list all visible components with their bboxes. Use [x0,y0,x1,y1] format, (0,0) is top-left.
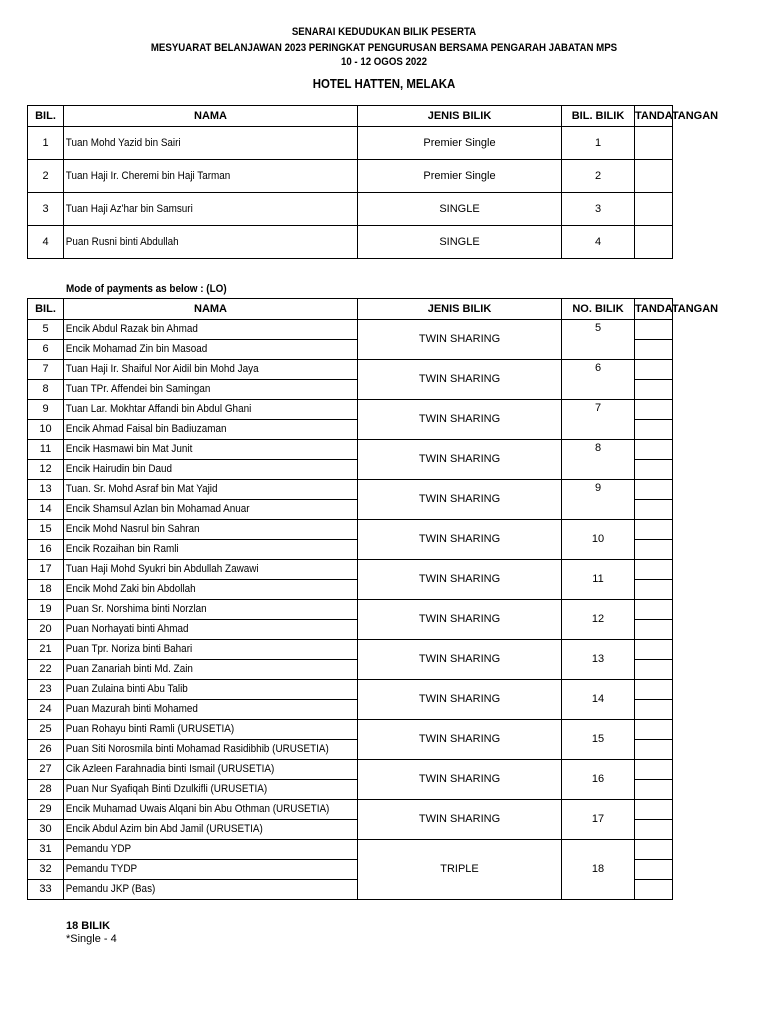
name-cell-text: Tuan TPr. Affendei bin Samingan [65,383,211,395]
meeting-title: MESYUARAT BELANJAWAN 2023 PERINGKAT PENGURUSAN BERSAMA PENGARAH JABATAN MPS [150,42,618,54]
name-cell [64,660,358,680]
bil-cell [28,540,64,560]
room-number-cell [562,760,635,800]
name-cell-text: Tuan Lar. Mokhtar Affandi bin Abdul Ghani [65,403,252,415]
room-type-cell-text: TWIN SHARING [418,693,501,705]
signature-cell [635,680,673,700]
signature-cell [635,360,673,380]
bil-cell-text: 3 [42,202,49,215]
room-number-cell-text: 7 [594,402,602,414]
room-number-cell-text: 8 [594,442,602,454]
table-row [28,560,673,580]
signature-cell [635,700,673,720]
name-cell [64,780,358,800]
room-type-cell [358,680,562,720]
room-number-cell-text: 1 [594,136,602,149]
name-cell-text: Encik Shamsul Azlan bin Mohamad Anuar [65,503,250,515]
room-type-cell-text: TWIN SHARING [418,813,501,825]
bil-cell [28,500,64,520]
bil-cell [28,320,64,340]
signature-cell [635,580,673,600]
bil-cell-text: 12 [39,463,52,475]
header-nama: NAMA [64,299,358,320]
bil-cell-text: 11 [39,443,52,455]
bil-cell [28,800,64,820]
room-type-cell [358,840,562,900]
room-type-cell-text: TWIN SHARING [418,733,501,745]
shared-rooms-table [27,298,719,900]
bil-cell-text: 28 [39,783,52,795]
signature-cell [635,400,673,420]
table-header-row [28,299,673,320]
bil-cell-text: 26 [39,743,52,755]
payment-mode-note: Mode of payments as below : (LO) [66,283,227,295]
signature-cell [635,780,673,800]
name-cell [64,520,358,540]
room-number-cell-text: 6 [594,362,602,374]
name-cell [64,560,358,580]
name-cell-text: Pemandu JKP (Bas) [65,883,156,895]
name-cell [64,840,358,860]
name-cell [64,540,358,560]
room-type-cell [358,480,562,520]
name-cell-text: Tuan Haji Ir. Shaiful Nor Aidil bin Mohd Jaya [65,363,259,375]
name-cell-text: Puan Tpr. Noriza binti Bahari [65,643,193,655]
bil-cell [28,580,64,600]
name-cell [64,127,358,160]
room-number-cell-text: 5 [594,322,602,334]
table-row [28,600,673,620]
signature-cell [635,193,673,226]
room-number-cell-text: 4 [594,235,602,248]
signature-cell [635,540,673,560]
table-row [28,640,673,660]
bil-cell-text: 19 [39,603,52,615]
room-type-cell [358,440,562,480]
name-cell [64,820,358,840]
name-cell-text: Puan Zulaina binti Abu Talib [65,683,188,695]
table-row [28,193,673,226]
room-number-cell-text: 17 [591,813,605,825]
room-number-cell-text: 13 [591,653,605,665]
bil-cell-text: 9 [42,403,49,415]
name-cell [64,460,358,480]
bil-cell-text: 16 [39,543,52,555]
signature-cell [635,460,673,480]
header-tandatangan: TANDATANGAN [635,106,673,127]
bil-cell [28,700,64,720]
bil-cell [28,660,64,680]
room-type-cell [358,193,562,226]
room-number-cell [562,680,635,720]
bil-cell [28,620,64,640]
name-cell [64,380,358,400]
room-number-cell-text: 3 [594,202,602,215]
room-number-cell-text: 9 [594,482,602,494]
name-cell-text: Encik Ahmad Faisal bin Badiuzaman [65,423,227,435]
room-number-cell-text: 10 [591,533,605,545]
name-cell-text: Puan Nur Syafiqah Binti Dzulkifli (URUSETIA) [65,783,268,795]
bil-cell [28,360,64,380]
name-cell-text: Tuan Haji Az'har bin Samsuri [65,202,193,215]
room-number-cell-text: 12 [591,613,605,625]
bil-cell [28,160,64,193]
bil-cell [28,420,64,440]
name-cell-text: Cik Azleen Farahnadia binti Ismail (URUSETIA) [65,763,275,775]
header-nama: NAMA [64,106,358,127]
name-cell-text: Encik Mohd Zaki bin Abdollah [65,583,196,595]
name-cell-text: Encik Mohamad Zin bin Masoad [65,343,208,355]
bil-cell [28,340,64,360]
table-row [28,840,673,860]
bil-cell [28,400,64,420]
table-row [28,680,673,700]
header-bil: BIL. [28,299,64,320]
room-type-cell [358,560,562,600]
table-row [28,400,673,420]
room-type-cell [358,160,562,193]
name-cell-text: Tuan Haji Ir. Cheremi bin Haji Tarman [65,169,231,182]
bil-cell-text: 8 [42,383,49,395]
header-bil: BIL. [28,106,64,127]
bil-cell [28,520,64,540]
name-cell [64,440,358,460]
name-cell [64,600,358,620]
room-number-cell [562,520,635,560]
name-cell-text: Encik Muhamad Uwais Alqani bin Abu Othman (URUSETIA) [65,803,330,815]
bil-cell [28,127,64,160]
bil-cell-text: 29 [39,803,52,815]
signature-cell [635,620,673,640]
bil-cell [28,680,64,700]
name-cell-text: Puan Zanariah binti Md. Zain [65,663,193,675]
signature-cell [635,320,673,340]
bil-cell-text: 32 [39,863,52,875]
name-cell-text: Tuan Mohd Yazid bin Sairi [65,136,181,149]
name-cell-text: Encik Abdul Azim bin Abd Jamil (URUSETIA) [65,823,263,835]
name-cell [64,320,358,340]
room-number-cell-text: 16 [591,773,605,785]
header-bil-bilik: BIL. BILIK [562,106,635,127]
room-type-cell-text: SINGLE [439,202,480,215]
table-row [28,520,673,540]
signature-cell [635,440,673,460]
total-rooms: 18 BILIK [66,920,111,932]
bil-cell [28,720,64,740]
room-number-cell [562,600,635,640]
room-type-cell [358,600,562,640]
table-row [28,440,673,460]
name-cell [64,640,358,660]
room-number-cell [562,400,635,440]
table-row [28,226,673,259]
room-number-cell [562,440,635,480]
name-cell-text: Puan Norhayati binti Ahmad [65,623,189,635]
name-cell-text: Puan Sr. Norshima binti Norzlan [65,603,207,615]
room-type-cell [358,127,562,160]
name-cell-text: Tuan Haji Mohd Syukri bin Abdullah Zawawi [65,563,259,575]
bil-cell [28,740,64,760]
room-type-cell-text: TWIN SHARING [418,653,501,665]
name-cell-text: Puan Siti Norosmila binti Mohamad Rasidibhib (URUSETIA) [65,743,329,755]
bil-cell-text: 31 [39,843,52,855]
table-row [28,127,673,160]
signature-cell [635,760,673,780]
bil-cell-text: 25 [39,723,52,735]
room-type-cell [358,800,562,840]
name-cell [64,480,358,500]
single-rooms-table [27,105,719,259]
bil-cell-text: 6 [42,343,49,355]
room-type-cell-text: TWIN SHARING [418,373,501,385]
signature-cell [635,840,673,860]
signature-cell [635,420,673,440]
room-type-cell-text: TWIN SHARING [418,453,501,465]
bil-cell-text: 20 [39,623,52,635]
bil-cell [28,880,64,900]
room-type-cell-text: TWIN SHARING [418,773,501,785]
name-cell-text: Puan Rohayu binti Ramli (URUSETIA) [65,723,235,735]
name-cell [64,800,358,820]
signature-cell [635,560,673,580]
bil-cell [28,600,64,620]
room-type-cell-text: TWIN SHARING [418,413,501,425]
room-type-cell-text: Premier Single [423,136,496,149]
bil-cell-text: 30 [39,823,52,835]
header-jenis-bilik: JENIS BILIK [358,106,562,127]
bil-cell [28,840,64,860]
room-number-cell-text: 2 [594,169,602,182]
bil-cell-text: 15 [39,523,52,535]
bil-cell-text: 18 [39,583,52,595]
bil-cell [28,480,64,500]
name-cell-text: Pemandu TYDP [65,863,138,875]
room-type-cell [358,760,562,800]
bil-cell-text: 24 [39,703,52,715]
room-number-cell-text: 18 [591,863,605,875]
signature-cell [635,160,673,193]
room-type-cell-text: TWIN SHARING [418,573,501,585]
name-cell-text: Puan Rusni binti Abdullah [65,235,179,248]
header-no-bilik: NO. BILIK [562,299,635,320]
room-type-cell-text: TRIPLE [440,863,479,875]
signature-cell [635,720,673,740]
room-number-cell [562,360,635,400]
signature-cell [635,880,673,900]
signature-cell [635,500,673,520]
room-type-cell [358,640,562,680]
bil-cell-text: 4 [42,235,49,248]
room-number-cell-text: 15 [591,733,605,745]
room-number-cell [562,840,635,900]
bil-cell-text: 23 [39,683,52,695]
signature-cell [635,640,673,660]
room-type-cell [358,226,562,259]
name-cell-text: Encik Abdul Razak bin Ahmad [65,323,198,335]
room-type-cell [358,320,562,360]
table-row [28,160,673,193]
bil-cell-text: 17 [39,563,52,575]
room-number-cell [562,193,635,226]
name-cell [64,740,358,760]
venue-title: HOTEL HATTEN, MELAKA [312,76,456,91]
table-row [28,760,673,780]
room-type-cell [358,720,562,760]
bil-cell [28,560,64,580]
signature-cell [635,520,673,540]
room-number-cell [562,226,635,259]
table-row [28,480,673,500]
bil-cell-text: 27 [39,763,52,775]
bil-cell [28,440,64,460]
name-cell [64,720,358,740]
room-number-cell [562,640,635,680]
room-number-cell-text: 14 [591,693,605,705]
name-cell [64,880,358,900]
name-cell-text: Encik Hairudin bin Daud [65,463,173,475]
name-cell [64,860,358,880]
table-header-row [28,106,673,127]
name-cell [64,680,358,700]
name-cell [64,580,358,600]
table-row [28,800,673,820]
name-cell-text: Pemandu YDP [65,843,132,855]
bil-cell-text: 33 [39,883,52,895]
bil-cell-text: 7 [42,363,49,375]
bil-cell-text: 21 [39,643,52,655]
signature-cell [635,660,673,680]
name-cell-text: Tuan. Sr. Mohd Asraf bin Mat Yajid [65,483,218,495]
room-type-cell-text: Premier Single [423,169,496,182]
bil-cell-text: 22 [39,663,52,675]
signature-cell [635,340,673,360]
table-row [28,320,673,340]
bil-cell [28,640,64,660]
name-cell [64,340,358,360]
name-cell [64,193,358,226]
name-cell-text: Puan Mazurah binti Mohamed [65,703,198,715]
bil-cell-text: 14 [39,503,52,515]
bil-cell [28,780,64,800]
bil-cell [28,193,64,226]
room-number-cell-text: 11 [592,573,604,585]
name-cell [64,160,358,193]
room-number-cell [562,720,635,760]
name-cell [64,700,358,720]
signature-cell [635,600,673,620]
name-cell-text: Encik Rozaihan bin Ramli [65,543,179,555]
single-rooms-note: *Single - 4 [66,933,117,945]
room-number-cell [562,480,635,520]
meeting-dates: 10 - 12 OGOS 2022 [340,56,428,68]
bil-cell [28,820,64,840]
room-type-cell [358,400,562,440]
bil-cell-text: 13 [39,483,52,495]
header-tandatangan: TANDATANGAN [635,299,673,320]
name-cell-text: Encik Mohd Nasrul bin Sahran [65,523,200,535]
name-cell [64,620,358,640]
room-type-cell-text: TWIN SHARING [418,493,501,505]
room-type-cell-text: SINGLE [439,235,480,248]
signature-cell [635,740,673,760]
signature-cell [635,380,673,400]
name-cell [64,400,358,420]
room-number-cell [562,560,635,600]
name-cell-text: Encik Hasmawi bin Mat Junit [65,443,193,455]
room-type-cell-text: TWIN SHARING [418,613,501,625]
bil-cell [28,760,64,780]
name-cell [64,420,358,440]
table-row [28,360,673,380]
header-jenis-bilik: JENIS BILIK [358,299,562,320]
room-number-cell [562,127,635,160]
room-type-cell-text: TWIN SHARING [418,333,501,345]
room-type-cell [358,360,562,400]
bil-cell-text: 1 [42,136,49,149]
bil-cell [28,226,64,259]
room-number-cell [562,160,635,193]
name-cell [64,360,358,380]
table-row [28,720,673,740]
name-cell [64,226,358,259]
name-cell [64,500,358,520]
signature-cell [635,800,673,820]
document-title: SENARAI KEDUDUKAN BILIK PESERTA [291,26,477,38]
bil-cell [28,860,64,880]
signature-cell [635,480,673,500]
name-cell [64,760,358,780]
signature-cell [635,127,673,160]
bil-cell-text: 10 [39,423,52,435]
room-type-cell-text: TWIN SHARING [418,533,501,545]
room-type-cell [358,520,562,560]
bil-cell-text: 2 [42,169,49,182]
bil-cell [28,460,64,480]
signature-cell [635,820,673,840]
room-number-cell [562,800,635,840]
room-number-cell [562,320,635,360]
signature-cell [635,860,673,880]
bil-cell-text: 5 [42,323,49,335]
signature-cell [635,226,673,259]
bil-cell [28,380,64,400]
